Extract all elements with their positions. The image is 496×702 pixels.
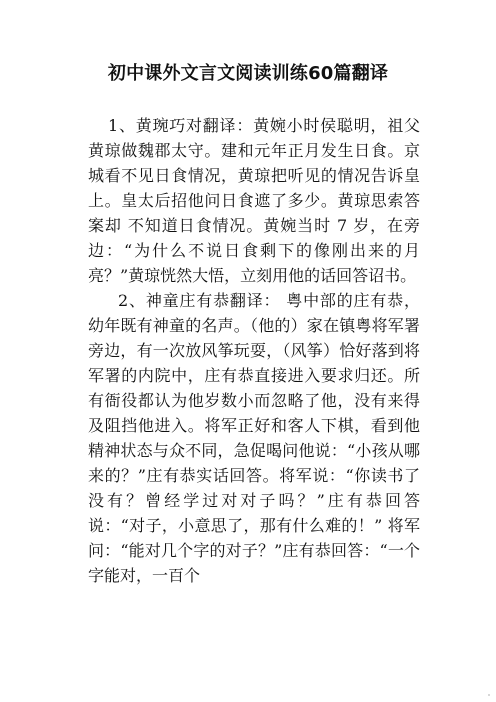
page-corner-mark [488, 694, 490, 696]
document-body [88, 113, 420, 588]
paragraph-huang-wan: 1、黄琬巧对翻译：黄婉小时侯聪明，祖父黄琼做魏郡太守。建和元年正月发生日食。京城看不见日食情况，黄琼把听见的情况告诉皇上。皇太后招他问日食遮了多少。黄琼思索答案却 不知道日食情况。黄婉当时 7 岁，在旁边：“为什么不说日食剩下的像刚出来的月亮？”黄琼恍然大悟，立刻用他的话回答诏书。 [88, 116, 420, 285]
paragraph-zhuang-yougong: 2、神童庄有恭翻译： 粤中部的庄有恭，幼年既有神童的名声。（他的）家在镇粤将军署旁边，有一次放风筝玩耍，（风筝）恰好落到将军署的内院中，庄有恭直接进入要求归还。所有衙役都认为他岁数小而忽略了他，没有来得及阻挡他进入。将军正好和客人下棋，看到他精神状态与众不同，急促喝问他说：“小孩从哪来的？”庄有恭实话回答。将军说：“你读书了没有？曾经学过对对子吗？”庄有恭回答说：“对子，小意思了，那有什么难的！” 将军问：“能对几个字的对子？”庄有恭回答：“一个字能对，一百个 [88, 291, 420, 585]
page-title: 初中课外文言文阅读训练60篇翻译 [107, 63, 389, 84]
